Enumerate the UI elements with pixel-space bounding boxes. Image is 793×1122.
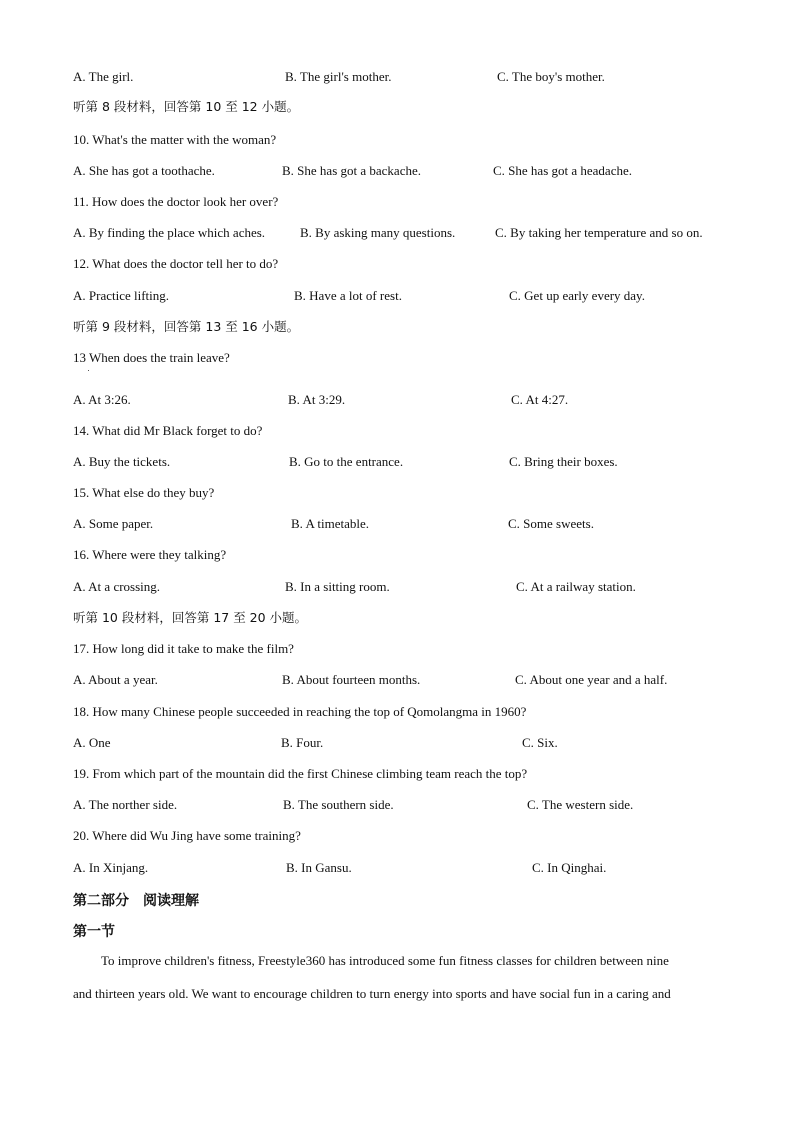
q15-option-b: B. A timetable. [291, 516, 369, 531]
q13-option-b: B. At 3:29. [288, 392, 346, 407]
q13-option-c: C. At 4:27. [511, 392, 569, 407]
q11-option-c: C. By taking her temperature and so on. [495, 225, 703, 240]
q10-option-c: C. She has got a headache. [493, 163, 632, 178]
q20-option-c: C. In Qinghai. [532, 860, 607, 875]
q16-option-c: C. At a railway station. [516, 579, 636, 594]
q9-option-b: B. The girl's mother. [285, 69, 392, 84]
q19-option-a: A. The norther side. [73, 797, 178, 812]
q9-option-c: C. The boy's mother. [497, 69, 605, 84]
q15-option-c: C. Some sweets. [508, 516, 594, 531]
q13-question: 13 When does the train leave? [73, 350, 230, 365]
q16-question: 16. Where were they talking? [73, 547, 227, 562]
q18-option-b: B. Four. [281, 735, 324, 750]
q19-option-b: B. The southern side. [283, 797, 394, 812]
q17-option-c: C. About one year and a half. [515, 672, 668, 687]
passage-line-1: To improve children's fitness, Freestyle360 has introduced some fun fitness classes for children between nine [101, 953, 669, 968]
q12-option-a: A. Practice lifting. [73, 288, 170, 303]
q16-option-b: B. In a sitting room. [285, 579, 390, 594]
section8-instruction: 听第 8 段材料，回答第 10 至 12 小题。 [73, 99, 300, 114]
q15-question: 15. What else do they buy? [73, 485, 215, 500]
q12-question: 12. What does the doctor tell her to do? [73, 256, 279, 271]
q19-option-c: C. The western side. [527, 797, 634, 812]
section1-heading: 第一节 [73, 924, 115, 940]
q16-option-a: A. At a crossing. [73, 579, 161, 594]
passage-line-2: and thirteen years old. We want to encourage children to turn energy into sports and have social fun in a caring and [73, 986, 671, 1001]
q12-option-c: C. Get up early every day. [509, 288, 645, 303]
q20-option-b: B. In Gansu. [286, 860, 352, 875]
q14-option-a: A. Buy the tickets. [73, 454, 171, 469]
q14-question: 14. What did Mr Black forget to do? [73, 423, 263, 438]
q10-option-b: B. She has got a backache. [282, 163, 421, 178]
q20-option-a: A. In Xinjang. [73, 860, 149, 875]
q18-option-a: A. One [73, 735, 111, 750]
q10-option-a: A. She has got a toothache. [73, 163, 215, 178]
q10-question: 10. What's the matter with the woman? [73, 132, 277, 147]
q19-question: 19. From which part of the mountain did the first Chinese climbing team reach the top? [73, 766, 528, 781]
section10-instruction: 听第 10 段材料，回答第 17 至 20 小题。 [73, 610, 308, 625]
q17-question: 17. How long did it take to make the film? [73, 641, 294, 656]
q11-option-b: B. By asking many questions. [300, 225, 456, 240]
q18-question: 18. How many Chinese people succeeded in reaching the top of Qomolangma in 1960? [73, 704, 527, 719]
section9-instruction: 听第 9 段材料，回答第 13 至 16 小题。 [73, 319, 300, 334]
q17-option-a: A. About a year. [73, 672, 158, 687]
q11-question: 11. How does the doctor look her over? [73, 194, 279, 209]
q11-option-a: A. By finding the place which aches. [73, 225, 266, 240]
q13-option-a: A. At 3:26. [73, 392, 131, 407]
q20-question: 20. Where did Wu Jing have some training? [73, 828, 301, 843]
part2-heading: 第二部分 阅读理解 [73, 893, 199, 909]
stray-dot [88, 370, 89, 371]
q17-option-b: B. About fourteen months. [282, 672, 421, 687]
q12-option-b: B. Have a lot of rest. [294, 288, 402, 303]
q18-option-c: C. Six. [522, 735, 558, 750]
q14-option-b: B. Go to the entrance. [289, 454, 404, 469]
q9-option-a: A. The girl. [73, 69, 134, 84]
q15-option-a: A. Some paper. [73, 516, 154, 531]
q14-option-c: C. Bring their boxes. [509, 454, 618, 469]
